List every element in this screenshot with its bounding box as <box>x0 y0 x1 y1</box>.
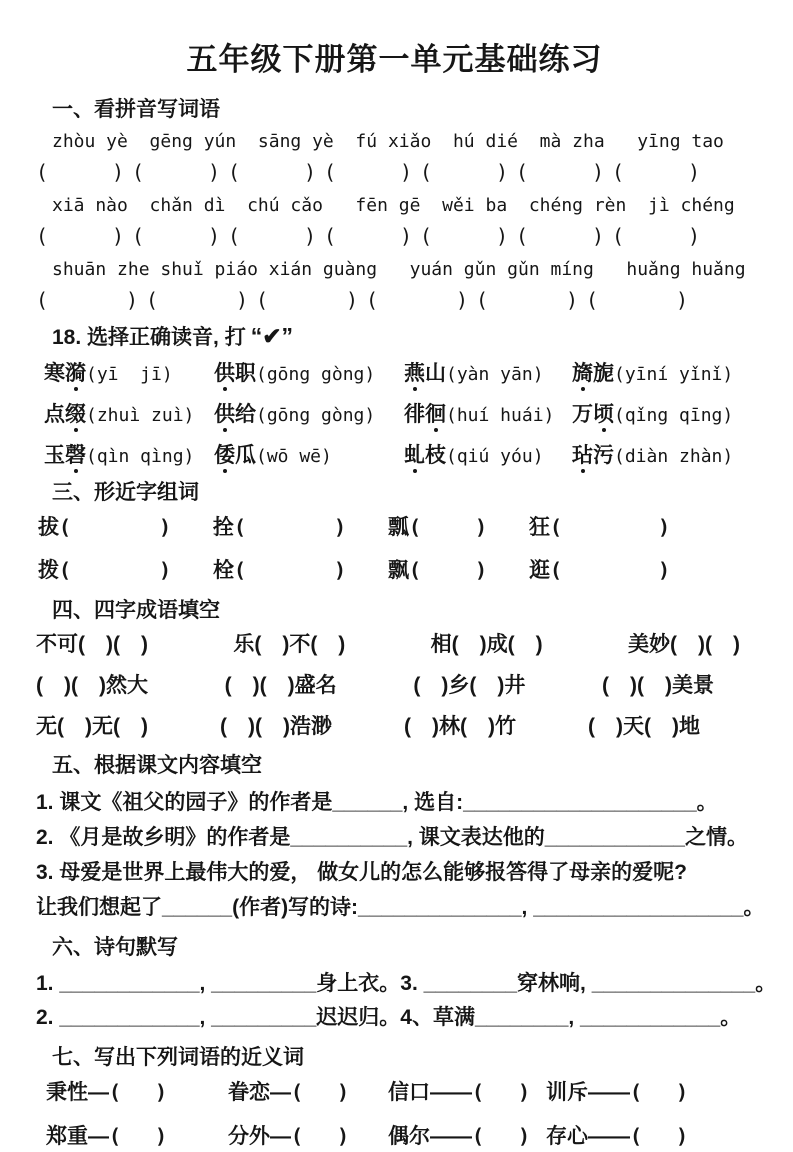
word-char: 旖 <box>572 357 593 387</box>
pronunciation-rows <box>36 357 753 469</box>
synonym-cell <box>388 1121 546 1152</box>
close-paren: ) <box>207 224 220 248</box>
open-paren: ( <box>59 515 72 539</box>
fill-line: 3. 母爱是世界上最伟大的爱， 做女儿的怎么能够报答得了母亲的爱呢? <box>36 861 688 884</box>
synonym-word: 偶尔—— <box>388 1125 472 1148</box>
pinyin-options: (zhuì zuì) <box>86 405 195 426</box>
open-paren: ( <box>36 160 49 184</box>
open-paren: ( <box>516 160 529 184</box>
idiom-blank-item: 不可( )( ) <box>36 633 148 656</box>
word-char: 玉 <box>44 444 65 467</box>
similar-char-cell <box>213 555 346 586</box>
base-char: 飘 <box>388 559 409 582</box>
pinyin-blank-row <box>36 287 753 313</box>
open-paren: ( <box>472 1124 485 1148</box>
word-char: 供 <box>214 357 235 387</box>
open-paren: ( <box>550 558 563 582</box>
word-char: 寒 <box>44 362 65 385</box>
pronunciation-item <box>44 357 214 387</box>
close-paren: ) <box>657 515 670 539</box>
close-paren: ) <box>675 1080 688 1104</box>
pinyin-options: (qǐng qīng) <box>614 405 734 426</box>
pronunciation-item <box>572 439 753 469</box>
tested-word <box>572 362 614 385</box>
answer-blank <box>36 223 124 249</box>
synonym-cell <box>228 1121 388 1152</box>
open-paren: ( <box>256 288 269 312</box>
open-paren: ( <box>109 1080 122 1104</box>
similar-char-cell <box>38 555 171 586</box>
close-paren: ) <box>474 558 487 582</box>
pinyin-options: (qìn qìng) <box>86 446 195 467</box>
open-paren: ( <box>324 160 337 184</box>
answer-blank <box>228 159 316 185</box>
synonym-word: 信口—— <box>388 1081 472 1104</box>
synonym-cell <box>228 1077 388 1108</box>
pronunciation-item <box>572 398 753 428</box>
synonym-word: 秉性— <box>46 1081 109 1104</box>
synonym-word: 训斥—— <box>546 1081 630 1104</box>
fill-line: 让我们想起了______(作者)写的诗:______________, __________________。 <box>36 896 765 919</box>
answer-blank <box>586 287 688 313</box>
close-paren: ) <box>675 1124 688 1148</box>
answer-blank <box>420 159 508 185</box>
tested-word <box>404 444 446 467</box>
section-pinyin <box>36 97 753 313</box>
answer-blank <box>291 1121 349 1151</box>
tested-word <box>214 444 256 467</box>
section-text-fill <box>36 753 765 925</box>
tested-word <box>214 362 256 385</box>
answer-blank <box>472 1077 530 1107</box>
pronunciation-row <box>36 357 753 387</box>
base-char: 狂 <box>529 516 550 539</box>
synonym-word: 郑重— <box>46 1125 109 1148</box>
answer-blank <box>228 223 316 249</box>
base-char: 拨 <box>38 559 59 582</box>
answer-blank <box>409 512 487 542</box>
word-char: 职 <box>235 362 256 385</box>
answer-blank <box>59 512 171 542</box>
open-paren: ( <box>366 288 379 312</box>
synonym-cell <box>388 1077 546 1108</box>
open-paren: ( <box>59 558 72 582</box>
section-poetry <box>36 935 777 1035</box>
synonym-cell <box>46 1077 228 1108</box>
pinyin-options: (yīní yǐnǐ) <box>614 364 734 385</box>
open-paren: ( <box>630 1080 643 1104</box>
pinyin-words: xiā nào chǎn dì chú cǎo fēn gē wěi ba chéng rèn jì chéng <box>52 195 735 216</box>
close-paren: ) <box>495 224 508 248</box>
tested-word <box>572 444 614 467</box>
open-paren: ( <box>472 1080 485 1104</box>
idiom-blank-item: ( )( )浩渺 <box>220 715 332 738</box>
open-paren: ( <box>420 160 433 184</box>
answer-blank <box>256 287 358 313</box>
idiom-blank-item: ( )天( )地 <box>588 715 700 738</box>
word-char: 虬 <box>404 439 425 469</box>
open-paren: ( <box>291 1080 304 1104</box>
similar-char-cell <box>213 512 346 543</box>
word-char: 倭 <box>214 439 235 469</box>
close-paren: ) <box>235 288 248 312</box>
answer-blank <box>409 555 487 585</box>
open-paren: ( <box>516 224 529 248</box>
synonym-rows <box>36 1077 753 1152</box>
open-paren: ( <box>324 224 337 248</box>
close-paren: ) <box>495 160 508 184</box>
open-paren: ( <box>612 160 625 184</box>
close-paren: ) <box>125 288 138 312</box>
pronunciation-row <box>36 398 753 428</box>
heading-pronunciation <box>36 323 753 351</box>
answer-blank <box>132 223 220 249</box>
word-char: 污 <box>593 444 614 467</box>
synonym-word: 眷恋— <box>228 1081 291 1104</box>
pronunciation-item <box>214 398 404 428</box>
pronunciation-item <box>572 357 753 387</box>
answer-blank <box>366 287 468 313</box>
similar-char-cell <box>529 555 670 586</box>
synonym-word: 存心—— <box>546 1125 630 1148</box>
open-paren: ( <box>109 1124 122 1148</box>
section-similar-chars <box>36 480 753 586</box>
answer-blank <box>630 1077 688 1107</box>
answer-blank <box>109 1121 167 1151</box>
pronunciation-item <box>214 439 404 469</box>
pinyin-options: (yī jī) <box>86 364 173 385</box>
section-idioms <box>36 598 753 742</box>
idiom-blank-item: ( )乡( )井 <box>413 674 526 697</box>
word-char: 缀 <box>65 398 86 428</box>
open-paren: ( <box>550 515 563 539</box>
idiom-blank-item: ( )林( )竹 <box>404 715 516 738</box>
similar-rows <box>36 512 753 586</box>
close-paren: ) <box>303 224 316 248</box>
pronunciation-row <box>36 439 753 469</box>
pinyin-options: (gōng gòng) <box>256 364 376 385</box>
heading-pronunciation-text: 18. 选择正确读音, 打 <box>52 326 246 349</box>
similar-char-row <box>36 512 753 543</box>
answer-blank <box>420 223 508 249</box>
tested-word <box>404 362 446 385</box>
close-paren: ) <box>675 288 688 312</box>
pronunciation-item <box>404 357 572 387</box>
answer-blank <box>630 1121 688 1151</box>
close-paren: ) <box>517 1124 530 1148</box>
answer-blank <box>36 287 138 313</box>
answer-blank <box>516 223 604 249</box>
tested-word <box>44 403 86 426</box>
word-char: 万 <box>572 403 593 426</box>
synonym-word: 分外— <box>228 1125 291 1148</box>
answer-blank <box>476 287 578 313</box>
answer-blank <box>234 555 346 585</box>
close-paren: ) <box>158 515 171 539</box>
base-char: 逛 <box>529 559 550 582</box>
similar-char-cell <box>388 512 487 543</box>
answer-blank <box>550 512 670 542</box>
close-paren: ) <box>345 288 358 312</box>
close-paren: ) <box>687 160 700 184</box>
word-char: 枝 <box>425 444 446 467</box>
open-paren: ( <box>146 288 159 312</box>
close-paren: ) <box>207 160 220 184</box>
close-paren: ) <box>303 160 316 184</box>
close-paren: ) <box>657 558 670 582</box>
close-paren: ) <box>399 224 412 248</box>
pronunciation-item <box>44 439 214 469</box>
idiom-rows <box>36 630 753 742</box>
pronunciation-item <box>214 357 404 387</box>
answer-blank <box>612 159 700 185</box>
answer-blank <box>109 1077 167 1107</box>
close-paren: ) <box>158 558 171 582</box>
answer-blank <box>612 223 700 249</box>
idiom-blank-item: 乐( )不( ) <box>233 633 346 656</box>
idiom-row <box>36 630 740 660</box>
word-char: 瓜 <box>235 444 256 467</box>
synonym-cell <box>546 1121 753 1152</box>
open-paren: ( <box>409 515 422 539</box>
poetry-lines <box>36 967 777 1035</box>
tested-word <box>214 403 256 426</box>
page-title: 五年级下册第一单元基础练习 <box>186 42 603 77</box>
open-paren: ( <box>36 288 49 312</box>
open-paren: ( <box>476 288 489 312</box>
close-paren: ) <box>154 1080 167 1104</box>
pronunciation-item <box>44 398 214 428</box>
similar-char-cell <box>529 512 670 543</box>
answer-blank <box>516 159 604 185</box>
open-paren: ( <box>234 515 247 539</box>
open-paren: ( <box>228 224 241 248</box>
close-paren: ) <box>591 224 604 248</box>
word-char: 旎 <box>593 362 614 385</box>
close-paren: ) <box>474 515 487 539</box>
tested-word <box>44 362 86 385</box>
answer-blank <box>550 555 670 585</box>
answer-blank <box>291 1077 349 1107</box>
similar-char-cell <box>388 555 487 586</box>
word-char: 给 <box>235 403 256 426</box>
base-char: 瓢 <box>388 516 409 539</box>
answer-blank <box>472 1121 530 1151</box>
close-paren: ) <box>565 288 578 312</box>
section-pronunciation <box>36 323 753 469</box>
open-paren: ( <box>291 1124 304 1148</box>
word-char: 点 <box>44 403 65 426</box>
word-char: 磬 <box>65 439 86 469</box>
section-synonyms <box>36 1045 753 1152</box>
close-paren: ) <box>333 558 346 582</box>
tested-word <box>572 403 614 426</box>
fill-line: 1. 课文《祖父的园子》的作者是______, 选自:____________________。 <box>36 791 718 814</box>
open-paren: ( <box>612 224 625 248</box>
answer-blank <box>59 555 171 585</box>
similar-char-cell <box>38 512 171 543</box>
pinyin-words: zhòu yè gēng yún sāng yè fú xiǎo hú dié mà zha yīng tao <box>52 131 724 152</box>
close-paren: ) <box>111 160 124 184</box>
poetry-line: 2. ____________, _________迟迟归。4、草满________, ____________。 <box>36 1006 742 1029</box>
answer-blank <box>36 159 124 185</box>
word-char: 燕 <box>404 357 425 387</box>
open-paren: ( <box>586 288 599 312</box>
idiom-blank-item: ( )( )然大 <box>36 674 148 697</box>
close-paren: ) <box>455 288 468 312</box>
word-char: 顷 <box>593 398 614 428</box>
poetry-line: 1. ____________, _________身上衣。3. ________穿林响, ______________。 <box>36 972 777 995</box>
idiom-blank-item: 相( )成( ) <box>430 633 543 656</box>
close-paren: ) <box>333 515 346 539</box>
idiom-blank-item: 无( )无( ) <box>36 715 148 738</box>
open-paren: ( <box>36 224 49 248</box>
pinyin-words: shuān zhe shuǐ piáo xián guàng yuán gǔn gǔn míng huǎng huǎng <box>52 259 746 280</box>
idiom-row <box>36 671 714 701</box>
pinyin-options: (wō wē) <box>256 446 332 467</box>
word-char: 漪 <box>65 357 86 387</box>
idiom-blank-item: ( )( )美景 <box>602 674 714 697</box>
tested-word <box>404 403 446 426</box>
answer-blank <box>146 287 248 313</box>
idiom-row <box>36 712 700 742</box>
word-char: 山 <box>425 362 446 385</box>
open-paren: ( <box>132 160 145 184</box>
open-paren: ( <box>132 224 145 248</box>
pronunciation-item <box>404 398 572 428</box>
synonym-row <box>36 1077 753 1108</box>
pinyin-options: (huí huái) <box>446 405 555 426</box>
pinyin-options: (diàn zhàn) <box>614 446 734 467</box>
close-paren: ) <box>591 160 604 184</box>
open-paren: ( <box>228 160 241 184</box>
idiom-blank-item: ( )( )盛名 <box>224 674 337 697</box>
pinyin-options: (yàn yān) <box>446 364 544 385</box>
open-paren: ( <box>234 558 247 582</box>
close-paren: ) <box>517 1080 530 1104</box>
answer-blank <box>132 159 220 185</box>
similar-char-row <box>36 555 753 586</box>
pronunciation-item <box>404 439 572 469</box>
heading-pinyin: 一、看拼音写词语 <box>52 98 220 121</box>
close-paren: ) <box>336 1124 349 1148</box>
open-paren: ( <box>420 224 433 248</box>
pinyin-blank-row <box>36 223 753 249</box>
synonym-cell <box>46 1121 228 1152</box>
heading-similar-chars: 三、形近字组词 <box>52 481 199 504</box>
tested-word <box>44 444 86 467</box>
synonym-row <box>36 1121 753 1152</box>
idiom-blank-item: 美妙( )( ) <box>627 633 740 656</box>
open-paren: ( <box>630 1124 643 1148</box>
checkmark-icon: “✔” <box>250 323 293 349</box>
word-char: 玷 <box>572 439 593 469</box>
open-paren: ( <box>409 558 422 582</box>
close-paren: ) <box>687 224 700 248</box>
answer-blank <box>234 512 346 542</box>
close-paren: ) <box>336 1080 349 1104</box>
pinyin-rows <box>36 130 753 313</box>
pinyin-blank-row <box>36 159 753 185</box>
close-paren: ) <box>154 1124 167 1148</box>
base-char: 拔 <box>38 516 59 539</box>
heading-idioms: 四、四字成语填空 <box>52 599 220 622</box>
word-char: 供 <box>214 398 235 428</box>
pinyin-options: (qiú yóu) <box>446 446 544 467</box>
pinyin-options: (gōng gòng) <box>256 405 376 426</box>
synonym-cell <box>546 1077 753 1108</box>
textfill-lines <box>36 785 765 925</box>
heading-poetry: 六、诗句默写 <box>52 936 178 959</box>
word-char: 徘 <box>404 403 425 426</box>
close-paren: ) <box>111 224 124 248</box>
close-paren: ) <box>399 160 412 184</box>
fill-line: 2. 《月是故乡明》的作者是__________, 课文表达他的____________之情。 <box>36 826 748 849</box>
heading-text-fill: 五、根据课文内容填空 <box>52 754 262 777</box>
base-char: 栓 <box>213 559 234 582</box>
base-char: 拴 <box>213 516 234 539</box>
word-char: 徊 <box>425 398 446 428</box>
answer-blank <box>324 159 412 185</box>
answer-blank <box>324 223 412 249</box>
heading-synonyms: 七、写出下列词语的近义词 <box>52 1046 304 1069</box>
